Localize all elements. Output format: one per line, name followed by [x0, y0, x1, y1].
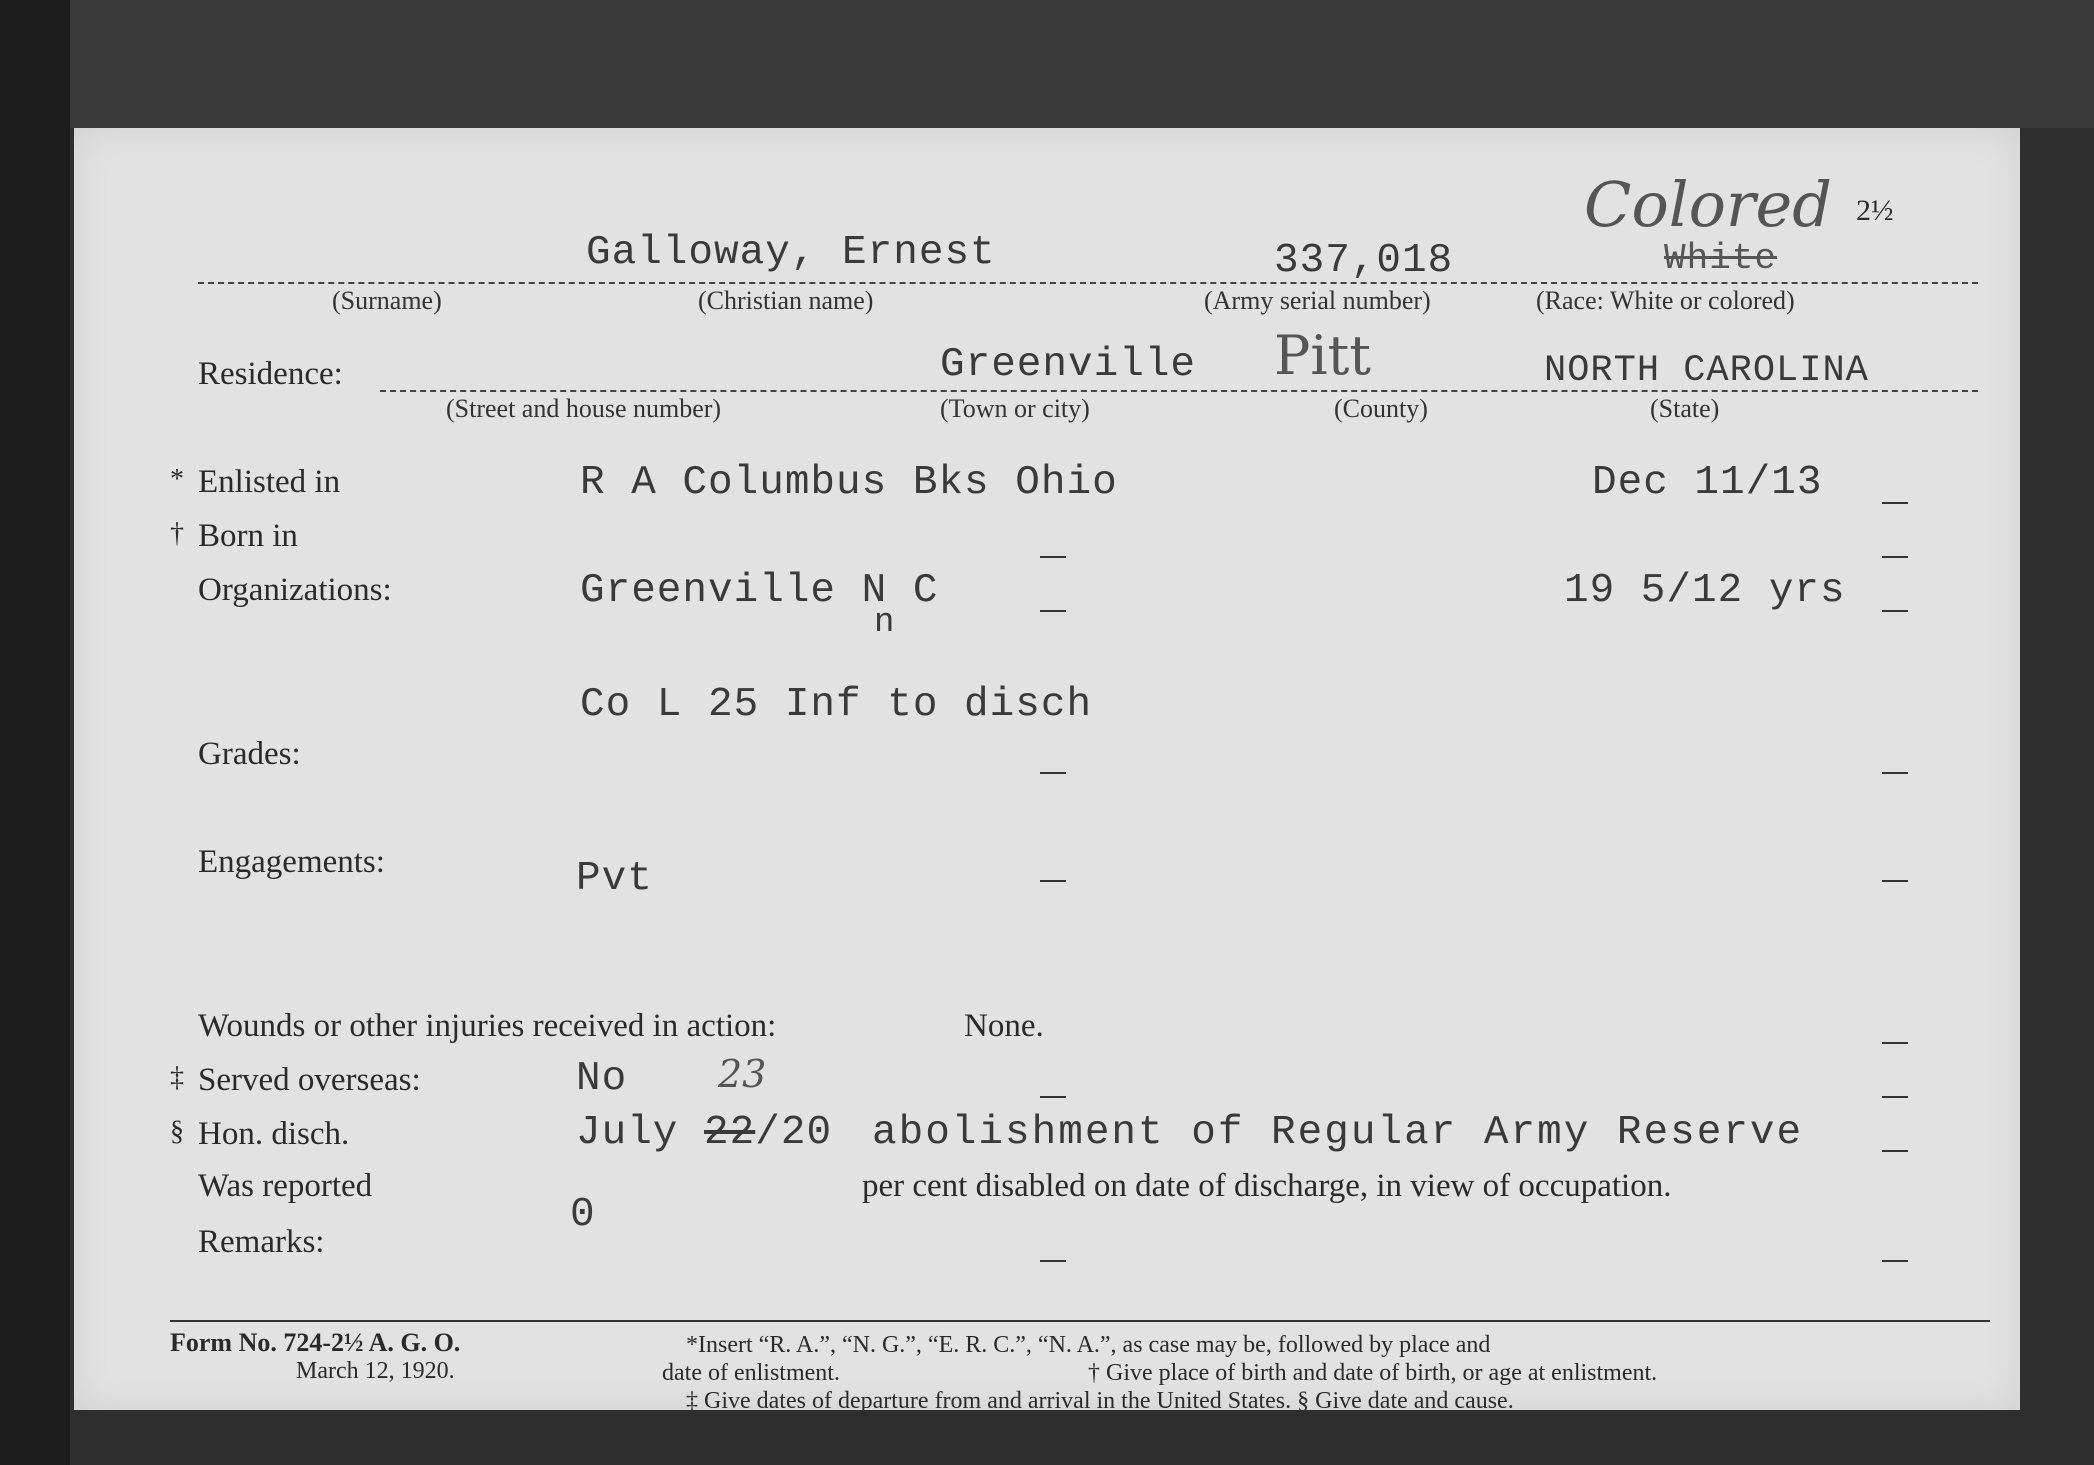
discharge-cause: abolishment of Regular Army Reserve — [872, 1110, 1804, 1156]
grades-label: Grades: — [198, 736, 301, 772]
caption-surname: (Surname) — [332, 286, 442, 315]
dash — [1040, 772, 1066, 774]
caption-state: (State) — [1650, 394, 1720, 423]
dash — [1882, 502, 1908, 504]
reported-label: Was reported — [198, 1168, 373, 1204]
residence-label: Residence: — [198, 356, 343, 392]
dash — [1882, 1260, 1908, 1262]
enlisted-label: Enlisted in — [198, 464, 341, 500]
form-number: Form No. 724-2½ A. G. O. — [170, 1328, 461, 1357]
residence-state: NORTH CAROLINA — [1544, 350, 1869, 392]
footnote-1: *Insert “R. A.”, “N. G.”, “E. R. C.”, “N. A.”, as case may be, followed by place and — [686, 1332, 1491, 1358]
caption-christian-name: (Christian name) — [698, 286, 874, 315]
caption-race: (Race: White or colored) — [1536, 286, 1795, 315]
age-at-enlistment: 19 5/12 yrs — [1564, 568, 1846, 614]
enlisted-mark: * — [170, 464, 184, 495]
discharge-month: July — [576, 1110, 679, 1156]
overseas-value: No — [576, 1056, 628, 1102]
dash — [1882, 1150, 1908, 1152]
footer-rule — [170, 1320, 1990, 1322]
dash — [1882, 610, 1908, 612]
enlisted-value: R A Columbus Bks Ohio — [580, 460, 1118, 506]
caption-street: (Street and house number) — [446, 394, 722, 423]
army-serial-number: 337,018 — [1274, 238, 1454, 284]
enlisted-date: Dec 11/13 — [1592, 460, 1823, 506]
caption-town: (Town or city) — [940, 394, 1090, 423]
dash — [1040, 880, 1066, 882]
dash — [1040, 610, 1066, 612]
discharge-year: /20 — [755, 1110, 833, 1156]
service-record-card — [74, 128, 2020, 1414]
dash — [1882, 1096, 1908, 1098]
wounds-value: None. — [964, 1008, 1044, 1044]
organizations-value: Co L 25 Inf to disch — [580, 682, 1093, 728]
reported-value: 0 — [570, 1192, 596, 1238]
engagements-label: Engagements: — [198, 844, 385, 880]
background-top — [0, 0, 2094, 128]
grades-value: Pvt — [576, 856, 653, 902]
born-label: Born in — [198, 518, 298, 554]
race-struck-value: White — [1664, 238, 1778, 279]
organizations-label: Organizations: — [198, 572, 392, 608]
footnote-2b: † Give place of birth and date of birth, or age at enlistment. — [1088, 1360, 1658, 1386]
discharge-day-handwritten: 23 — [718, 1052, 767, 1096]
dash — [1882, 1042, 1908, 1044]
residence-town: Greenville — [940, 342, 1197, 388]
background-left-edge — [0, 0, 70, 1465]
race-handwritten-value: Colored — [1584, 168, 1832, 241]
discharge-mark: § — [170, 1116, 184, 1147]
dash — [1040, 556, 1066, 558]
born-place-value: Greenville N C — [580, 568, 939, 614]
footnote-2a: date of enlistment. — [662, 1360, 840, 1386]
footnote-3: ‡ Give dates of departure from and arrival in the United States. § Give date and cause. — [686, 1388, 1514, 1414]
born-place-correction: n — [874, 604, 896, 642]
remarks-label: Remarks: — [198, 1224, 325, 1260]
wounds-label: Wounds or other injuries received in action: — [198, 1008, 777, 1044]
dash — [1882, 880, 1908, 882]
discharge-label: Hon. disch. — [198, 1116, 350, 1152]
dash — [1040, 1260, 1066, 1262]
reported-text: per cent disabled on date of discharge, in view of occupation. — [862, 1168, 1672, 1204]
dash — [1882, 556, 1908, 558]
header-rule — [198, 282, 1978, 284]
discharge-date-line — [576, 1110, 832, 1156]
dash — [1040, 1096, 1066, 1098]
caption-county: (County) — [1334, 394, 1428, 423]
surname-christian-name: Galloway, Ernest — [586, 230, 996, 276]
discharge-day-struck: 22 — [704, 1110, 756, 1156]
dash — [1882, 772, 1908, 774]
residence-county: Pitt — [1274, 324, 1372, 387]
overseas-label: Served overseas: — [198, 1062, 421, 1098]
caption-serial: (Army serial number) — [1204, 286, 1431, 315]
card-fraction: 2½ — [1856, 194, 1894, 227]
form-date: March 12, 1920. — [296, 1358, 455, 1384]
born-mark: † — [170, 518, 184, 549]
overseas-mark: ‡ — [170, 1062, 184, 1093]
